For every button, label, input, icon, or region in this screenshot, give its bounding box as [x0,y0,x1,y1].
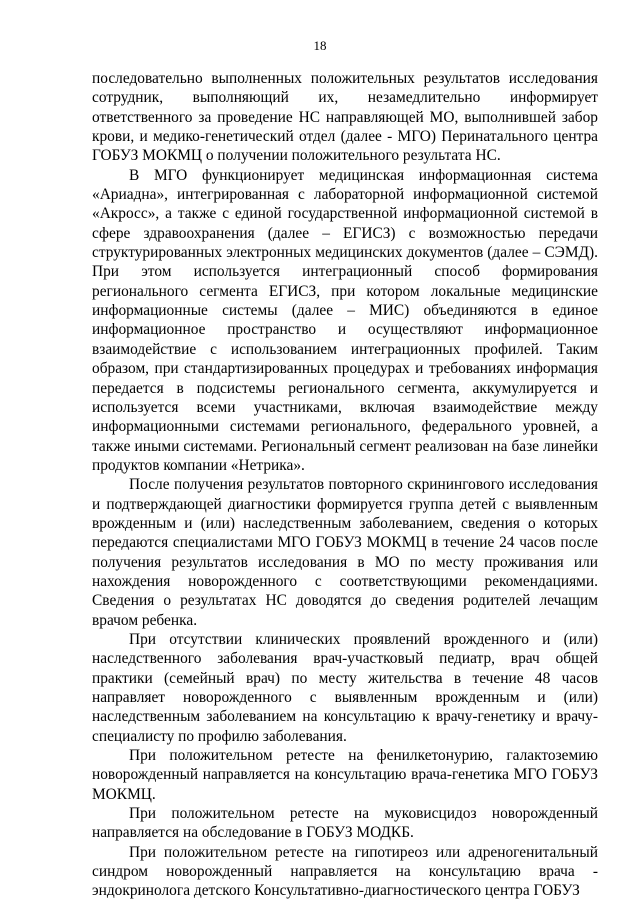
paragraph-mgo-information-system: В МГО функционирует медицинская информационная система «Ариадна», интегрированная с лабораторной информационной системой «Акросс», а также с единой государственной информационной системой в сфере здравоохранения (далее – ЕГИСЗ) с возможностью передачи структурированных электронных медицинских документов (далее – СЭМД). При этом используется интеграционный способ формирования регионального сегмента ЕГИСЗ, при котором локальные медицинские информационные системы (далее – МИС) объединяются в единое информационное пространство и осуществляют информационное взаимодействие с использованием интеграционных профилей. Таким образом, при стандартизированных процедурах и требованиях информация передается в подсистемы регионального сегмента, аккумулируется и используется всеми участниками, включая взаимодействие между информационными системами регионального, федерального уровней, а также иными системами. Региональный сегмент реализован на базе линейки продуктов компании «Нетрика». [92,166,598,474]
page-body [92,69,598,901]
paragraph-phenylketonuria-retest: При положительном ретесте на фенилкетонурию, галактоземию новорожденный направляется на консультацию врача-генетика МГО ГОБУЗ МОКМЦ. [92,747,598,803]
paragraph-screening-results: После получения результатов повторного скринингового исследования и подтверждающей диагностики формируется группа детей с выявленным врожденным и (или) наследственным заболеванием, сведения о которых передаются специалистами МГО ГОБУЗ МОКМЦ в течение 24 часов после получения результатов исследования в МО по месту проживания или нахождения новорожденного с соответствующими рекомендациями. Сведения о результатах НС доводятся до сведения родителей лечащим врачом ребенка. [92,476,598,629]
paragraph-no-clinical-signs: При отсутствии клинических проявлений врожденного и (или) наследственного заболевания врач-участковый педиатр, врач общей практики (семейный врач) по месту жительства в течение 48 часов направляет новорожденного с выявленным врожденным и (или) наследственным заболеванием на консультацию к врачу-генетику и врачу-специалисту по профилю заболевания. [92,630,598,745]
paragraph-hypothyroidism-retest: При положительном ретесте на гипотиреоз или адреногенитальный синдром новорожденный направляется на консультацию врача - эндокринолога детского Консультативно-диагностического центра ГОБУЗ [92,843,598,900]
paragraph-continuation: последовательно выполненных положительных результатов исследования сотрудник, выполняющий их, незамедлительно информирует ответственного за проведение НС направляющей МО, выполнившей забор крови, и медико-генетический отдел (далее - МГО) Перинатального центра ГОБУЗ МОКМЦ о получении положительного результата НС. [92,70,598,165]
paragraph-cystic-fibrosis-retest: При положительном ретесте на муковисцидоз новорожденный направляется на обследование в ГОБУЗ МОДКБ. [92,805,598,842]
page-number: 18 [313,38,327,53]
